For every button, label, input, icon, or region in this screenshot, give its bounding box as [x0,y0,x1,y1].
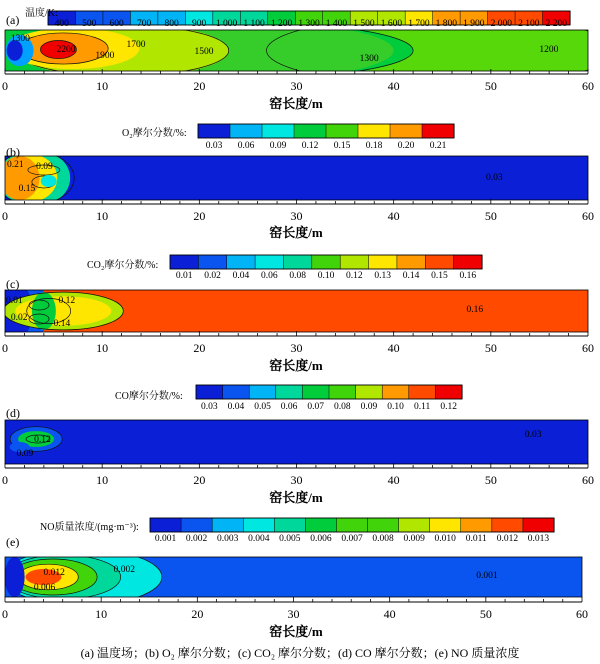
x-tick-label: 50 [484,473,497,487]
colorbar-tick-label: 0.10 [387,402,404,412]
colorbar-2 [87,255,482,281]
contour-value-label: 0.12 [58,296,76,306]
colorbar-tick-label: 1 700 [408,19,430,29]
contour-value-label: 0.02 [10,313,28,323]
colorbar-tick-label: 0.13 [374,271,392,281]
colorbar-tick-label: 0.002 [185,534,208,544]
x-tick-label: 20 [193,473,206,487]
contour-region [5,557,25,597]
x-tick-label: 20 [191,607,204,621]
contour-region [32,292,56,330]
colorbar-tick-label: 0.006 [310,534,332,544]
colorbar-tick-label: 700 [137,19,152,29]
colorbar-tick-label: 0.09 [269,141,287,151]
colorbar-swatch [223,385,250,399]
colorbar-swatch [230,124,262,138]
contour-value-label: 0.002 [113,565,136,575]
x-tick-label: 20 [193,79,206,93]
contour-value-label: 0.14 [53,319,71,329]
colorbar-4 [40,518,554,544]
x-tick-label: 0 [2,473,8,487]
x-tick-label: 30 [290,473,303,487]
x-tick-label: 10 [96,341,109,355]
colorbar-tick-label: 0.15 [431,271,448,281]
contour-value-label: 1700 [126,40,146,50]
colorbar-swatch [262,124,294,138]
colorbar-tick-label: 0.14 [402,271,420,281]
colorbar-swatch [212,518,243,532]
colorbar-tick-label: 0.09 [360,402,378,412]
colorbar-tick-label: 0.18 [365,141,383,151]
x-tick-label: 40 [387,209,400,223]
x-tick-label: 40 [387,341,400,355]
contour-value-label: 0.16 [466,305,484,315]
colorbar-swatch [382,385,409,399]
contour-region [41,175,57,187]
colorbar-tick-label: 0.12 [346,271,363,281]
colorbar-tick-label: 0.06 [260,271,278,281]
x-tick-label: 60 [582,473,594,487]
colorbar-swatch [181,518,212,532]
colorbar-tick-label: 0.12 [301,141,319,151]
colorbar-swatch [198,124,230,138]
colorbar-tick-label: 1 800 [435,19,458,29]
colorbar-swatch [523,518,554,532]
colorbar-swatch [283,255,312,269]
panel-letter: (a) [6,13,20,27]
colorbar-tick-label: 0.03 [205,141,223,151]
contour-value-label: 2200 [56,45,76,55]
colorbar-swatch [274,518,305,532]
colorbar-1 [122,124,454,151]
colorbar-tick-label: 400 [54,19,69,29]
colorbar-tick-label: 0.06 [237,141,255,151]
x-tick-label: 50 [484,79,497,93]
colorbar-swatch [390,124,422,138]
x-tick-label: 0 [2,209,8,223]
contour-plot-4 [2,535,588,639]
contour-value-label: 1300 [359,54,379,64]
colorbar-tick-label: 0.003 [217,534,239,544]
colorbar-swatch [170,255,199,269]
colorbar-tick-label: 800 [164,19,179,29]
x-axis-title: 窑长度/m [269,358,323,373]
x-axis-1 [2,199,594,240]
colorbar-tick-label: 0.08 [333,402,351,412]
contour-value-label: 0.012 [43,568,65,578]
x-tick-label: 40 [387,79,400,93]
x-axis-4 [2,597,588,639]
colorbar-tick-label: 1 100 [243,19,265,29]
colorbar-tick-label: 0.04 [227,402,245,412]
colorbar-tick-label: 0.011 [465,534,487,544]
colorbar-swatch [198,255,227,269]
colorbar-tick-label: 0.11 [413,402,431,412]
contour-plot-1 [0,145,594,240]
colorbar-tick-label: 0.06 [280,402,298,412]
x-tick-label: 0 [2,341,8,355]
colorbar-swatch [461,518,492,532]
x-tick-label: 60 [576,607,588,621]
colorbar-title: CO₂摩尔分数/%: [87,260,159,271]
contour-value-label: 0.15 [18,184,36,194]
colorbar-tick-label: 2 000 [490,19,513,29]
colorbar-swatch [368,518,399,532]
colorbar-tick-label: 0.008 [372,534,394,544]
x-tick-label: 0 [2,79,8,93]
colorbar-swatch [336,518,367,532]
colorbar-title: NO质量浓度/(mg·m⁻³): [40,522,139,533]
colorbar-tick-label: 2 200 [545,19,567,29]
contour-value-label: 0.09 [36,162,53,172]
colorbar-swatch [340,255,369,269]
colorbar-swatch [358,124,390,138]
colorbar-tick-label: 0.15 [333,141,351,151]
colorbar-tick-label: 2 100 [518,19,540,29]
colorbar-tick-label: 0.010 [434,534,456,544]
contour-value-label: 0.01 [5,296,23,306]
colorbar-tick-label: 1 600 [380,19,403,29]
x-tick-label: 30 [287,607,300,621]
contour-value-label: 0.09 [16,449,34,459]
x-tick-label: 10 [95,607,108,621]
colorbar-swatch [430,518,461,532]
colorbar-tick-label: 1 000 [215,19,238,29]
colorbar-swatch [326,124,358,138]
colorbar-tick-label: 1 900 [463,19,485,29]
x-tick-label: 60 [582,79,594,93]
contour-value-label: 0.001 [476,571,498,581]
colorbar-swatch [196,385,223,399]
colorbar-tick-label: 0.01 [175,271,193,281]
colorbar-swatch [150,518,181,532]
colorbar-tick-label: 0.08 [289,271,306,281]
colorbar-tick-label: 0.05 [254,402,271,412]
colorbar-tick-label: 0.007 [341,534,363,544]
x-tick-label: 20 [193,341,206,355]
colorbar-0 [25,6,570,29]
colorbar-tick-label: 0.12 [440,402,458,412]
contour-value-label: 1900 [95,51,115,61]
colorbar-swatch [409,385,436,399]
contour-value-label: 0.03 [524,430,542,440]
colorbar-swatch [249,385,276,399]
colorbar-swatch [302,385,329,399]
x-tick-label: 40 [383,607,396,621]
colorbar-tick-label: 1 500 [353,19,375,29]
colorbar-title: O₂摩尔分数/%: [122,128,187,139]
colorbar-title: CO摩尔分数/%: [115,391,183,402]
x-tick-label: 30 [290,341,303,355]
colorbar-title: 温度/K: [25,8,58,19]
colorbar-swatch [276,385,303,399]
colorbar-swatch [435,385,462,399]
colorbar-3 [115,385,462,412]
x-tick-label: 0 [2,607,8,621]
colorbar-tick-label: 0.012 [496,534,519,544]
colorbar-swatch [305,518,336,532]
x-tick-label: 40 [387,473,400,487]
colorbar-swatch [492,518,523,532]
x-tick-label: 50 [479,607,492,621]
colorbar-tick-label: 0.02 [204,271,221,281]
x-axis-title: 窑长度/m [269,225,323,240]
colorbar-tick-label: 0.21 [429,141,447,151]
x-axis-3 [2,463,594,505]
contour-value-label: 1500 [194,47,214,57]
x-axis-title: 窑长度/m [269,96,323,111]
panel-letter: (e) [6,535,20,549]
colorbar-tick-label: 0.009 [403,534,425,544]
x-tick-label: 10 [96,79,109,93]
contour-value-label: 1300 [10,34,30,44]
x-tick-label: 30 [290,209,303,223]
colorbar-tick-label: 500 [82,19,97,29]
colorbar-tick-label: 900 [191,19,207,29]
contour-plot-2 [0,277,594,373]
colorbar-tick-label: 1 200 [270,19,293,29]
x-axis-title: 窑长度/m [269,490,323,505]
colorbar-swatch [454,255,483,269]
x-axis-title: 窑长度/m [269,624,323,639]
x-tick-label: 60 [582,341,594,355]
colorbar-swatch [422,124,454,138]
colorbar-tick-label: 0.04 [232,271,250,281]
colorbar-swatch [397,255,426,269]
colorbar-tick-label: 1 300 [298,19,320,29]
colorbar-swatch [255,255,284,269]
contour-value-label: 0.006 [33,583,56,593]
colorbar-tick-label: 0.013 [527,534,550,544]
colorbar-tick-label: 600 [109,19,124,29]
contour-value-label: 0.12 [34,435,51,445]
colorbar-swatch [227,255,256,269]
colorbar-tick-label: 1 400 [325,19,348,29]
x-axis-0 [2,69,594,111]
x-tick-label: 20 [193,209,206,223]
colorbar-tick-label: 0.004 [248,534,270,544]
x-tick-label: 50 [484,209,497,223]
figure-caption: (a) 温度场；(b) O₂ 摩尔分数；(c) CO₂ 摩尔分数；(d) CO 摩尔分数；(e) NO 质量浓度 [80,646,520,660]
colorbar-swatch [356,385,383,399]
colorbar-tick-label: 0.03 [200,402,218,412]
colorbar-swatch [312,255,341,269]
x-tick-label: 50 [484,341,497,355]
colorbar-swatch [369,255,398,269]
contour-value-label: 0.21 [6,160,24,170]
x-axis-2 [2,331,594,373]
colorbar-swatch [329,385,356,399]
colorbar-tick-label: 0.07 [307,402,325,412]
panel-letter: (b) [6,145,20,159]
x-tick-label: 10 [96,473,109,487]
colorbar-tick-label: 0.005 [279,534,301,544]
colorbar-swatch [399,518,430,532]
colorbar-swatch [243,518,274,532]
contour-plot-3 [2,406,594,505]
panel-letter: (c) [6,277,20,291]
contour-value-label: 0.03 [485,173,503,183]
x-tick-label: 60 [582,209,594,223]
colorbar-tick-label: 0.001 [154,534,177,544]
colorbar-swatch [294,124,326,138]
x-tick-label: 10 [96,209,109,223]
contour-value-label: 1200 [539,45,559,55]
colorbar-tick-label: 0.16 [459,271,477,281]
panel-letter: (d) [6,406,20,420]
x-tick-label: 30 [290,79,303,93]
colorbar-tick-label: 0.10 [317,271,335,281]
colorbar-tick-label: 0.20 [397,141,415,151]
colorbar-swatch [425,255,454,269]
